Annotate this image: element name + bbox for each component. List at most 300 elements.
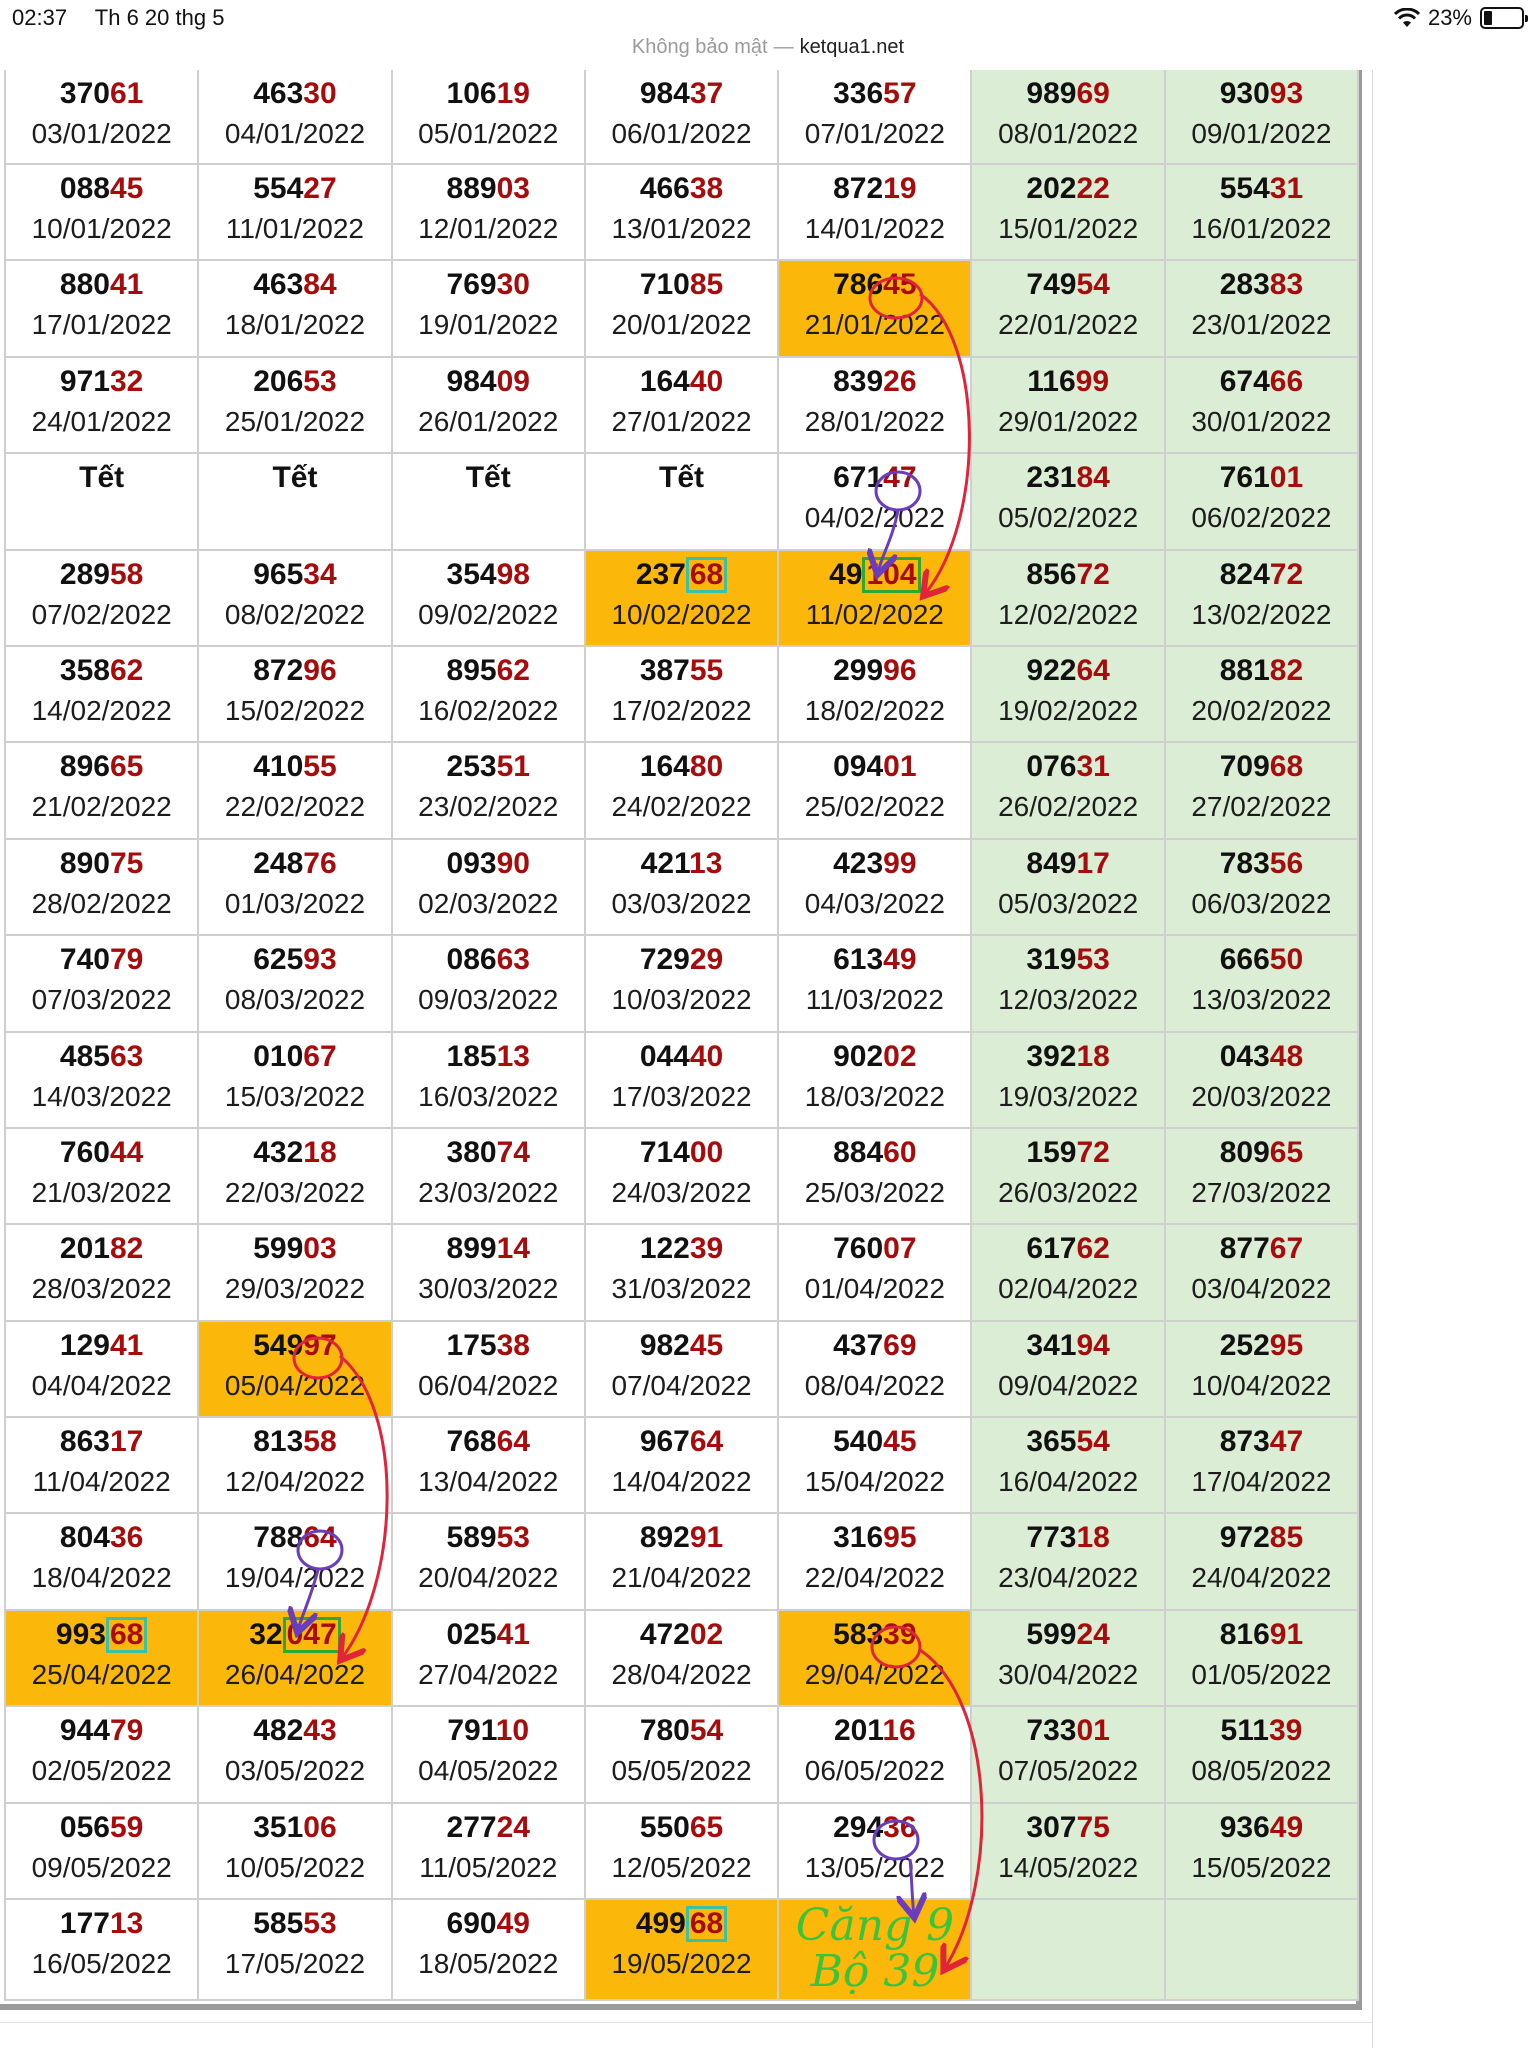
number-head: 094 bbox=[833, 750, 884, 784]
number-head: 380 bbox=[446, 1135, 497, 1169]
lottery-number bbox=[393, 74, 584, 114]
number-head: 159 bbox=[1026, 1135, 1077, 1169]
result-cell bbox=[198, 646, 391, 742]
number-head: 32 bbox=[249, 1617, 283, 1651]
number-head: 106 bbox=[446, 77, 497, 110]
draw-date: 12/04/2022 bbox=[224, 1466, 366, 1498]
holiday-label: Tết bbox=[272, 461, 318, 495]
number-head: 387 bbox=[639, 653, 690, 687]
number-head: 370 bbox=[59, 77, 110, 110]
number-head: 076 bbox=[1026, 750, 1077, 784]
number-head: 824 bbox=[1219, 557, 1270, 591]
result-cell bbox=[971, 935, 1164, 1031]
draw-date: 16/01/2022 bbox=[1191, 213, 1332, 244]
number-head: 922 bbox=[1026, 653, 1077, 687]
draw-date: 17/05/2022 bbox=[224, 1948, 366, 1980]
result-cell bbox=[971, 453, 1164, 549]
result-cell bbox=[778, 839, 971, 935]
number-tail: 27 bbox=[303, 172, 337, 205]
number-tail: 97 bbox=[303, 1328, 337, 1362]
draw-date: 02/05/2022 bbox=[31, 1755, 172, 1787]
result-cell bbox=[5, 646, 198, 742]
result-cell bbox=[198, 70, 391, 164]
result-cell bbox=[198, 1513, 391, 1609]
draw-date: 26/03/2022 bbox=[998, 1176, 1139, 1208]
number-head: 984 bbox=[639, 77, 690, 110]
url-separator: — bbox=[773, 36, 794, 58]
number-head: 289 bbox=[59, 557, 110, 591]
number-tail: 80 bbox=[689, 750, 724, 784]
number-head: 880 bbox=[59, 268, 110, 302]
result-cell bbox=[1165, 1610, 1358, 1706]
result-cell bbox=[5, 839, 198, 935]
result-cell bbox=[585, 70, 778, 164]
lottery-number bbox=[972, 1229, 1163, 1269]
result-cell bbox=[198, 550, 391, 646]
result-cell bbox=[971, 1224, 1164, 1320]
result-cell bbox=[198, 742, 391, 838]
lottery-number bbox=[586, 1711, 777, 1751]
number-head: 729 bbox=[639, 943, 690, 977]
result-cell bbox=[198, 453, 391, 549]
table-row bbox=[5, 164, 1358, 260]
number-tail: 60 bbox=[883, 1135, 917, 1169]
result-cell bbox=[1165, 1128, 1358, 1224]
number-head: 086 bbox=[446, 943, 497, 977]
number-head: 804 bbox=[59, 1521, 110, 1555]
holiday-label: Tết bbox=[465, 461, 511, 495]
lottery-number bbox=[779, 1037, 970, 1077]
number-head: 410 bbox=[253, 750, 304, 784]
result-cell bbox=[392, 1610, 585, 1706]
lottery-number bbox=[1166, 1615, 1357, 1655]
lottery-number bbox=[779, 265, 970, 305]
number-head: 185 bbox=[446, 1039, 497, 1073]
number-tail: 96 bbox=[883, 653, 917, 687]
number-head: 884 bbox=[833, 1135, 884, 1169]
draw-date: 12/01/2022 bbox=[418, 213, 559, 244]
lottery-number bbox=[393, 1615, 584, 1655]
draw-date: 25/01/2022 bbox=[224, 405, 366, 437]
number-tail: 03 bbox=[496, 172, 530, 205]
number-head: 485 bbox=[59, 1039, 110, 1073]
lottery-number bbox=[199, 169, 390, 209]
lottery-number bbox=[199, 1326, 390, 1366]
draw-date: 02/04/2022 bbox=[998, 1273, 1139, 1305]
lottery-number bbox=[586, 1037, 777, 1077]
number-tail: 93 bbox=[303, 943, 337, 977]
result-cell bbox=[392, 550, 585, 646]
draw-date: 30/04/2022 bbox=[998, 1658, 1139, 1690]
number-head: 056 bbox=[59, 1810, 110, 1844]
number-head: 856 bbox=[1026, 557, 1077, 591]
result-cell bbox=[585, 260, 778, 356]
number-tail: 62 bbox=[109, 653, 144, 687]
lottery-number bbox=[972, 1615, 1163, 1655]
number-head: 177 bbox=[59, 1907, 110, 1941]
number-tail: 07 bbox=[883, 1232, 917, 1266]
lottery-number bbox=[586, 651, 777, 691]
number-tail: 72 bbox=[1269, 557, 1304, 591]
result-cell bbox=[5, 1706, 198, 1802]
number-head: 786 bbox=[833, 268, 884, 302]
lottery-number bbox=[6, 74, 197, 114]
draw-date: 01/05/2022 bbox=[1191, 1658, 1332, 1690]
lottery-number bbox=[972, 940, 1163, 980]
result-cell bbox=[392, 70, 585, 164]
result-cell bbox=[585, 164, 778, 260]
number-head: 175 bbox=[446, 1328, 497, 1362]
draw-date: 08/03/2022 bbox=[224, 984, 366, 1016]
number-tail: 76 bbox=[303, 846, 337, 880]
draw-date: 03/05/2022 bbox=[224, 1755, 366, 1787]
result-cell bbox=[392, 1706, 585, 1802]
number-head: 549 bbox=[253, 1328, 304, 1362]
lottery-number bbox=[6, 747, 197, 787]
result-cell bbox=[778, 646, 971, 742]
number-tail: 63 bbox=[496, 943, 530, 977]
number-tail: 17 bbox=[1076, 846, 1110, 880]
table-row bbox=[5, 742, 1358, 838]
result-cell bbox=[5, 1224, 198, 1320]
draw-date: 15/05/2022 bbox=[1191, 1851, 1332, 1883]
lottery-number bbox=[972, 1808, 1163, 1848]
number-head: 463 bbox=[253, 268, 304, 302]
draw-date: 05/01/2022 bbox=[418, 118, 559, 149]
number-head: 749 bbox=[1026, 268, 1077, 302]
draw-date: 05/02/2022 bbox=[998, 502, 1139, 534]
number-tail: 68 bbox=[686, 557, 727, 593]
result-cell bbox=[971, 70, 1164, 164]
number-tail: 44 bbox=[109, 1135, 144, 1169]
result-cell bbox=[198, 1032, 391, 1128]
result-cell bbox=[971, 1417, 1164, 1513]
result-cell bbox=[392, 935, 585, 1031]
lottery-number bbox=[586, 940, 777, 980]
result-cell bbox=[5, 550, 198, 646]
number-head: 930 bbox=[1219, 77, 1270, 110]
number-head: 437 bbox=[833, 1328, 884, 1362]
number-tail: 84 bbox=[1076, 461, 1110, 495]
number-tail: 19 bbox=[883, 172, 917, 205]
lottery-number bbox=[199, 265, 390, 305]
lottery-number bbox=[586, 362, 777, 402]
number-tail: 85 bbox=[1269, 1521, 1304, 1555]
status-time: 02:37 bbox=[12, 5, 68, 30]
result-cell bbox=[198, 1899, 391, 2000]
number-tail: 65 bbox=[1269, 1135, 1304, 1169]
result-cell bbox=[1165, 1417, 1358, 1513]
result-cell bbox=[5, 1032, 198, 1128]
number-tail: 68 bbox=[686, 1906, 727, 1942]
number-tail: 56 bbox=[1269, 846, 1304, 880]
draw-date: 21/01/2022 bbox=[804, 309, 945, 341]
number-head: 899 bbox=[446, 1232, 497, 1266]
result-cell bbox=[5, 260, 198, 356]
result-cell bbox=[971, 260, 1164, 356]
draw-date: 03/04/2022 bbox=[1191, 1273, 1332, 1305]
draw-date: 06/05/2022 bbox=[804, 1755, 945, 1787]
draw-date: 22/04/2022 bbox=[804, 1562, 945, 1594]
result-cell bbox=[585, 1128, 778, 1224]
number-tail: 30 bbox=[496, 268, 530, 302]
number-head: 432 bbox=[253, 1135, 304, 1169]
result-cell bbox=[1165, 1321, 1358, 1417]
number-tail: 18 bbox=[303, 1135, 337, 1169]
number-head: 336 bbox=[833, 77, 884, 110]
number-head: 709 bbox=[1219, 750, 1270, 784]
lottery-number bbox=[6, 1808, 197, 1848]
result-cell bbox=[198, 935, 391, 1031]
number-tail: 53 bbox=[303, 1907, 337, 1941]
number-tail: 51 bbox=[496, 750, 530, 784]
draw-date: 16/03/2022 bbox=[418, 1080, 559, 1112]
number-tail: 39 bbox=[1268, 1714, 1303, 1748]
number-head: 881 bbox=[1219, 653, 1270, 687]
result-cell bbox=[585, 1224, 778, 1320]
lottery-number bbox=[393, 1037, 584, 1077]
draw-date: 08/01/2022 bbox=[998, 118, 1139, 149]
number-head: 982 bbox=[639, 1328, 690, 1362]
number-tail: 65 bbox=[689, 1810, 724, 1844]
number-tail: 91 bbox=[1269, 1617, 1304, 1651]
draw-date: 05/03/2022 bbox=[998, 887, 1139, 919]
result-cell bbox=[778, 550, 971, 646]
draw-date: 28/01/2022 bbox=[804, 405, 945, 437]
number-head: 206 bbox=[253, 364, 304, 398]
number-head: 307 bbox=[1026, 1810, 1077, 1844]
result-cell bbox=[198, 1803, 391, 1899]
draw-date: 04/04/2022 bbox=[31, 1369, 172, 1401]
lottery-number bbox=[779, 1326, 970, 1366]
draw-date: 30/01/2022 bbox=[1191, 405, 1332, 437]
lottery-number bbox=[6, 1326, 197, 1366]
number-tail: 06 bbox=[303, 1810, 337, 1844]
number-tail: 01 bbox=[1269, 461, 1304, 495]
table-row bbox=[5, 70, 1358, 164]
lottery-number bbox=[779, 844, 970, 884]
lottery-number bbox=[199, 1615, 390, 1655]
lottery-number bbox=[199, 1808, 390, 1848]
draw-date: 19/01/2022 bbox=[418, 309, 559, 341]
result-cell bbox=[971, 1706, 1164, 1802]
draw-date: 19/04/2022 bbox=[224, 1562, 366, 1594]
number-head: 896 bbox=[59, 750, 110, 784]
lottery-number bbox=[586, 74, 777, 114]
number-head: 164 bbox=[639, 364, 690, 398]
number-head: 088 bbox=[59, 172, 110, 205]
number-tail: 85 bbox=[689, 268, 724, 302]
number-head: 49 bbox=[829, 557, 863, 591]
lottery-number bbox=[779, 747, 970, 787]
number-head: 392 bbox=[1026, 1039, 1077, 1073]
lottery-number bbox=[393, 1711, 584, 1751]
table-row bbox=[5, 1032, 1358, 1128]
number-tail: 49 bbox=[496, 1907, 530, 1941]
number-tail: 68 bbox=[106, 1617, 147, 1653]
draw-date: 06/04/2022 bbox=[418, 1369, 559, 1401]
number-tail: 22 bbox=[1076, 172, 1110, 205]
result-cell bbox=[971, 839, 1164, 935]
draw-date: 03/01/2022 bbox=[31, 118, 172, 149]
result-cell bbox=[392, 1224, 585, 1320]
lottery-number bbox=[586, 1326, 777, 1366]
lottery-number bbox=[586, 844, 777, 884]
number-head: 613 bbox=[833, 943, 884, 977]
lottery-number bbox=[199, 362, 390, 402]
result-cell bbox=[585, 1899, 778, 2000]
handwritten-note bbox=[780, 1900, 970, 1994]
lottery-number bbox=[1166, 1711, 1357, 1751]
draw-date: 06/01/2022 bbox=[611, 118, 752, 149]
result-cell bbox=[1165, 1899, 1358, 2000]
number-head: 849 bbox=[1026, 846, 1077, 880]
lottery-number bbox=[586, 1518, 777, 1558]
draw-date: 07/03/2022 bbox=[31, 984, 172, 1016]
number-head: 839 bbox=[833, 364, 884, 398]
draw-date: 23/03/2022 bbox=[418, 1176, 559, 1208]
number-head: 816 bbox=[1219, 1617, 1270, 1651]
draw-date: 07/05/2022 bbox=[998, 1755, 1139, 1787]
number-head: 760 bbox=[833, 1232, 884, 1266]
number-tail: 82 bbox=[109, 1232, 144, 1266]
draw-date: 27/02/2022 bbox=[1191, 791, 1332, 823]
number-head: 025 bbox=[446, 1617, 497, 1651]
table-row bbox=[5, 357, 1358, 453]
number-tail: 43 bbox=[303, 1714, 337, 1748]
number-tail: 94 bbox=[1076, 1328, 1110, 1362]
table-row bbox=[5, 839, 1358, 935]
draw-date: 26/02/2022 bbox=[998, 791, 1139, 823]
table-row bbox=[5, 1610, 1358, 1706]
number-head: 783 bbox=[1219, 846, 1270, 880]
number-head: 341 bbox=[1026, 1328, 1077, 1362]
number-tail: 72 bbox=[1076, 1135, 1110, 1169]
number-tail: 104 bbox=[862, 557, 920, 593]
number-tail: 84 bbox=[303, 268, 337, 302]
lottery-number bbox=[1166, 1518, 1357, 1558]
number-head: 583 bbox=[833, 1617, 884, 1651]
draw-date: 01/04/2022 bbox=[804, 1273, 945, 1305]
draw-date: 01/03/2022 bbox=[224, 887, 366, 919]
number-tail: 72 bbox=[1076, 557, 1110, 591]
lottery-number bbox=[972, 844, 1163, 884]
lottery-number bbox=[6, 265, 197, 305]
number-head: 248 bbox=[253, 846, 304, 880]
number-head: 872 bbox=[253, 653, 304, 687]
number-head: 936 bbox=[1219, 1810, 1270, 1844]
number-head: 472 bbox=[639, 1617, 690, 1651]
result-cell bbox=[392, 1417, 585, 1513]
draw-date: 30/03/2022 bbox=[418, 1273, 559, 1305]
number-head: 773 bbox=[1026, 1521, 1077, 1555]
lottery-number bbox=[393, 940, 584, 980]
draw-date: 13/05/2022 bbox=[804, 1851, 945, 1883]
lottery-number bbox=[6, 1518, 197, 1558]
lottery-number bbox=[393, 555, 584, 595]
number-tail: 64 bbox=[1076, 653, 1110, 687]
number-head: 989 bbox=[1026, 77, 1077, 110]
number-head: 319 bbox=[1026, 943, 1077, 977]
note-line: Bộ 39 bbox=[810, 1946, 940, 1995]
number-tail: 95 bbox=[1269, 1328, 1304, 1362]
number-tail: 53 bbox=[303, 364, 337, 398]
lottery-number bbox=[393, 1133, 584, 1173]
draw-date: 19/03/2022 bbox=[998, 1080, 1139, 1112]
draw-date: 10/03/2022 bbox=[611, 984, 752, 1016]
draw-date: 21/03/2022 bbox=[31, 1176, 172, 1208]
draw-date: 26/01/2022 bbox=[418, 405, 559, 437]
result-cell bbox=[5, 1610, 198, 1706]
number-tail: 32 bbox=[109, 364, 144, 398]
lottery-number bbox=[972, 1037, 1163, 1077]
number-head: 972 bbox=[1219, 1521, 1270, 1555]
draw-date: 25/03/2022 bbox=[804, 1176, 945, 1208]
lottery-number bbox=[1166, 362, 1357, 402]
number-tail: 66 bbox=[1269, 364, 1304, 398]
number-tail: 49 bbox=[1269, 1810, 1304, 1844]
draw-date: 09/04/2022 bbox=[998, 1369, 1139, 1401]
draw-date: 22/02/2022 bbox=[224, 791, 366, 823]
number-tail: 03 bbox=[303, 1232, 337, 1266]
result-cell bbox=[1165, 70, 1358, 164]
lottery-number bbox=[393, 1904, 584, 1944]
result-cell bbox=[778, 357, 971, 453]
number-head: 554 bbox=[1219, 172, 1270, 205]
draw-date: 13/02/2022 bbox=[1191, 598, 1332, 630]
draw-date: 23/04/2022 bbox=[998, 1562, 1139, 1594]
result-cell bbox=[971, 1321, 1164, 1417]
lottery-number bbox=[6, 1037, 197, 1077]
number-head: 809 bbox=[1219, 1135, 1270, 1169]
draw-date: 09/01/2022 bbox=[1191, 118, 1332, 149]
result-cell bbox=[1165, 1224, 1358, 1320]
address-bar[interactable] bbox=[0, 36, 1536, 70]
number-head: 714 bbox=[639, 1135, 690, 1169]
table-row bbox=[5, 260, 1358, 356]
lottery-number bbox=[6, 940, 197, 980]
number-tail: 83 bbox=[1269, 268, 1304, 302]
lottery-number bbox=[972, 458, 1163, 498]
result-cell bbox=[392, 164, 585, 260]
draw-date: 18/04/2022 bbox=[31, 1562, 172, 1594]
result-cell bbox=[778, 70, 971, 164]
lottery-number bbox=[199, 651, 390, 691]
result-cell bbox=[392, 1128, 585, 1224]
result-cell bbox=[971, 1128, 1164, 1224]
lottery-number bbox=[1166, 74, 1357, 114]
table-row bbox=[5, 1706, 1358, 1802]
number-tail: 13 bbox=[109, 1907, 144, 1941]
lottery-number bbox=[779, 1615, 970, 1655]
number-head: 231 bbox=[1026, 461, 1077, 495]
number-tail: 67 bbox=[303, 1039, 337, 1073]
table-row bbox=[5, 1224, 1358, 1320]
lottery-number bbox=[199, 1229, 390, 1269]
result-cell bbox=[778, 1706, 971, 1802]
result-cell bbox=[392, 453, 585, 549]
draw-date: 31/03/2022 bbox=[611, 1273, 752, 1305]
lottery-number bbox=[1166, 555, 1357, 595]
lottery-number bbox=[972, 362, 1163, 402]
draw-date: 24/04/2022 bbox=[1191, 1562, 1332, 1594]
lottery-number bbox=[6, 1615, 197, 1655]
lottery-number bbox=[1166, 651, 1357, 691]
number-tail: 09 bbox=[496, 364, 530, 398]
result-cell bbox=[585, 1803, 778, 1899]
draw-date: 18/02/2022 bbox=[804, 694, 945, 726]
draw-date: 10/01/2022 bbox=[31, 213, 172, 244]
